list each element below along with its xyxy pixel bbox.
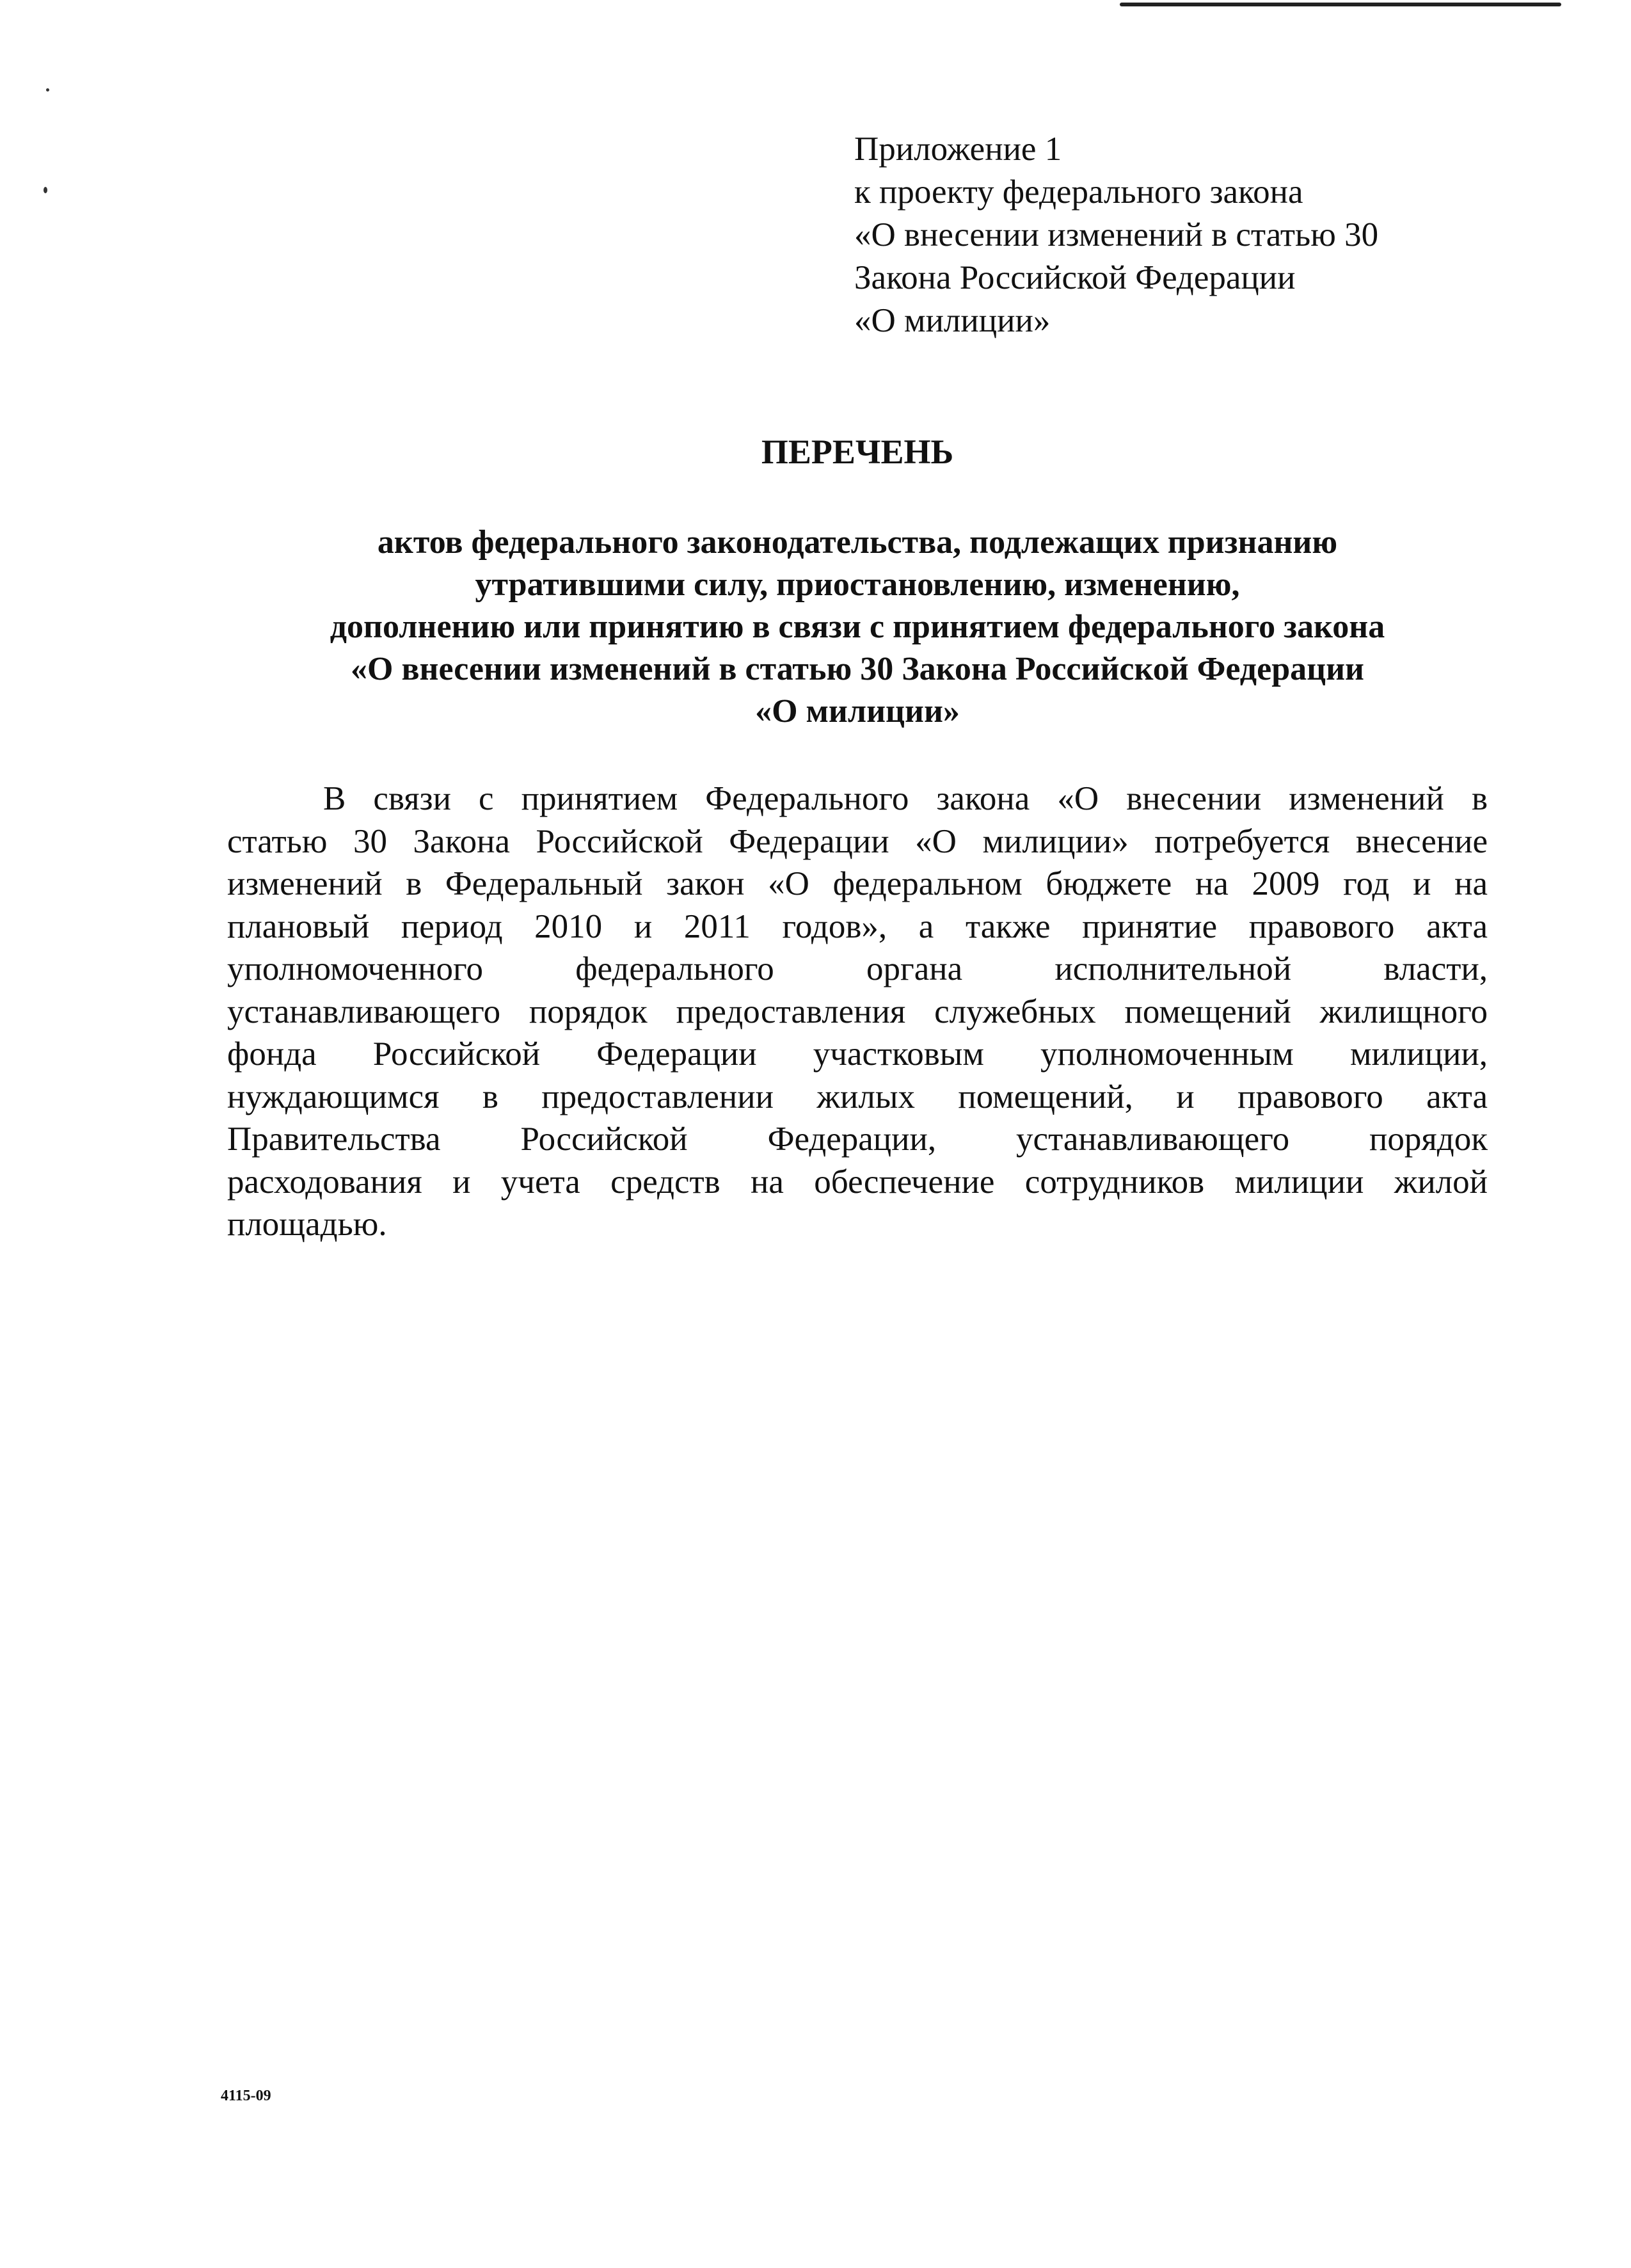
- scan-speck: [46, 88, 49, 92]
- paragraph-line: расходования и учета средств на обеспечение сотрудников милиции жилой: [227, 1163, 1488, 1201]
- subtitle-line: актов федерального законодательства, подлежащих признанию: [377, 524, 1338, 561]
- appendix-line: «О внесении изменений в статью 30: [854, 216, 1379, 253]
- appendix-line: Приложение 1: [854, 131, 1062, 168]
- body-paragraph: [227, 778, 1488, 1246]
- paragraph-line: Правительства Российской Федерации, устанавливающего порядок: [227, 1121, 1488, 1158]
- subtitle-line: «О внесении изменений в статью 30 Закона Российской Федерации: [351, 651, 1364, 687]
- subtitle-line: «О милиции»: [755, 693, 960, 730]
- paragraph-line: площадью.: [227, 1206, 387, 1243]
- document-number: 4115-09: [221, 2088, 271, 2104]
- appendix-line: «О милиции»: [854, 302, 1051, 339]
- paragraph-line: плановый период 2010 и 2011 годов», а также принятие правового акта: [227, 907, 1488, 945]
- paragraph-line: нуждающимся в предоставлении жилых помещений, и правового акта: [227, 1078, 1488, 1115]
- scan-edge-line: [1120, 3, 1561, 6]
- paragraph-line: В связи с принятием Федерального закона «О внесении изменений в: [323, 780, 1488, 817]
- paragraph-line: фонда Российской Федерации участковым уполномоченным милиции,: [227, 1035, 1488, 1073]
- paragraph-line: устанавливающего порядок предоставления служебных помещений жилищного: [227, 993, 1488, 1030]
- subtitle-line: дополнению или принятию в связи с принятием федерального закона: [330, 609, 1385, 645]
- paragraph-line: уполномоченного федерального органа исполнительной власти,: [227, 950, 1488, 987]
- paragraph-line: изменений в Федеральный закон «О федеральном бюджете на 2009 год и на: [227, 865, 1488, 902]
- document-title: ПЕРЕЧЕНЬ: [761, 433, 954, 471]
- document-subtitle: [227, 522, 1488, 733]
- scan-speck: [44, 187, 47, 193]
- appendix-line: к проекту федерального закона: [854, 173, 1303, 211]
- appendix-header: [854, 128, 1378, 342]
- subtitle-line: утратившими силу, приостановлению, изменению,: [475, 566, 1240, 603]
- appendix-line: Закона Российской Федерации: [854, 259, 1296, 296]
- paragraph-line: статью 30 Закона Российской Федерации «О милиции» потребуется внесение: [227, 822, 1488, 860]
